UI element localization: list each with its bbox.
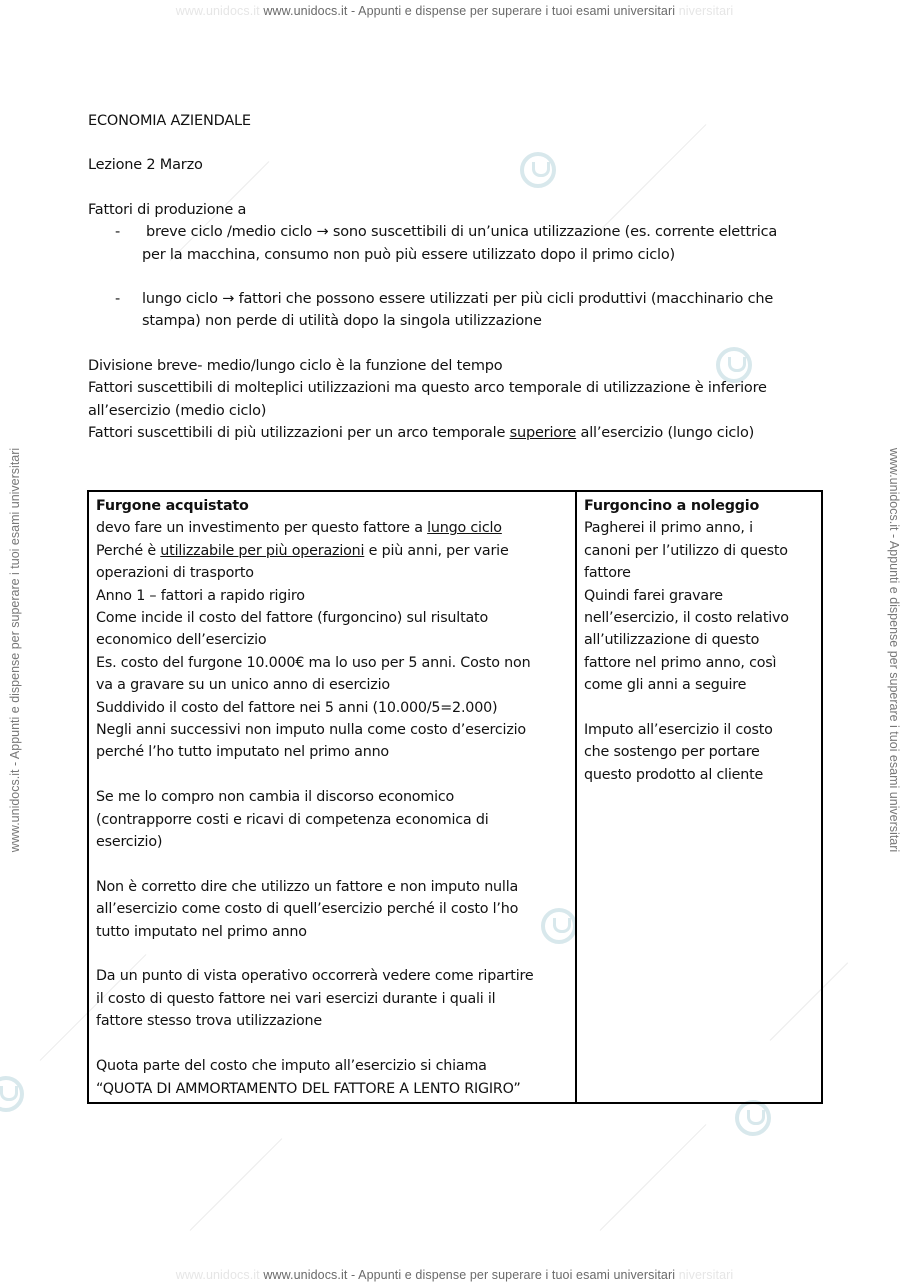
cell-line: esercizio) (96, 834, 163, 851)
cell-line: (contrapporre costi e ricavi di competenza economica di (96, 811, 489, 828)
document-body (88, 110, 818, 444)
cell-line: Da un punto di vista operativo occorrerà vedere come ripartire (96, 968, 534, 985)
cell-line: Es. costo del furgone 10.000€ ma lo uso per 5 anni. Costo non (96, 654, 531, 671)
watermark-header (0, 4, 909, 18)
table-cell-purchased-van (88, 491, 576, 1103)
bullet-dash: - (115, 224, 121, 241)
list-item (88, 221, 818, 266)
cell-heading: Furgoncino a noleggio (584, 498, 760, 514)
watermark-ghost-left: www.unidocs.it (175, 4, 260, 18)
cell-line: Se me lo compro non cambia il discorso economico (96, 789, 455, 806)
cell-heading: Furgone acquistato (96, 498, 249, 514)
list-item-text: stampa) non perde di utilità dopo la singola utilizzazione (142, 313, 542, 330)
table-cell-rented-van (576, 491, 822, 1103)
cell-line: Suddivido il costo del fattore nei 5 anni (10.000/5=2.000) (96, 699, 498, 716)
cell-line (96, 517, 569, 539)
cell-line: questo prodotto al cliente (584, 766, 764, 783)
list-item-text: per la macchina, consumo non può più essere utilizzato dopo il primo ciclo) (142, 246, 675, 263)
cell-line: nell’esercizio, il costo relativo (584, 610, 789, 627)
paragraph (88, 422, 818, 444)
watermark-footer (0, 1268, 909, 1282)
comparison-table (87, 490, 823, 1104)
cell-line: Quindi farei gravare (584, 587, 723, 604)
paragraph: Divisione breve- medio/lungo ciclo è la funzione del tempo (88, 357, 503, 374)
watermark-ghost-right: niversitari (678, 1268, 734, 1282)
cell-line: fattore nel primo anno, così (584, 654, 777, 671)
cell-line: fattore (584, 565, 631, 582)
cell-line: economico dell’esercizio (96, 632, 267, 649)
cell-line: canoni per l’utilizzo di questo (584, 542, 788, 559)
cell-line: Quota parte del costo che imputo all’esercizio si chiama (96, 1058, 487, 1075)
underlined-text: superiore (509, 425, 577, 442)
watermark-diagonal (600, 1124, 707, 1231)
intro-text: Fattori di produzione a (88, 201, 247, 218)
list-item-text: fattori che possono essere utilizzati per più cicli produttivi (macchinario che (238, 291, 774, 308)
cell-text: e più anni, per varie (368, 542, 509, 559)
cell-line: “QUOTA DI AMMORTAMENTO DEL FATTORE A LENTO RIGIRO” (96, 1080, 521, 1097)
watermark-side-right: www.unidocs.it - Appunti e dispense per superare i tuoi esami universitari (887, 447, 901, 853)
watermark-side-left: www.unidocs.it - Appunti e dispense per superare i tuoi esami universitari (8, 447, 22, 853)
cell-line: tutto imputato nel primo anno (96, 923, 307, 940)
underlined-text: lungo ciclo (427, 520, 502, 537)
cell-line: all’esercizio come costo di quell’esercizio perché il costo l’ho (96, 901, 519, 918)
cell-text: Perché è (96, 542, 156, 559)
document-title: ECONOMIA AZIENDALE (88, 113, 251, 129)
arrow-right-icon: → (316, 224, 329, 241)
cell-line: Pagherei il primo anno, i (584, 520, 753, 537)
list-item-text: sono suscettibili di un’unica utilizzazione (es. corrente elettrica (332, 224, 778, 241)
watermark-ghost-left: www.unidocs.it (175, 1268, 260, 1282)
bullet-dash: - (115, 291, 121, 308)
cell-line: perché l’ho tutto imputato nel primo anno (96, 744, 389, 761)
cell-text: devo fare un investimento per questo fattore a (96, 520, 423, 537)
cell-line: operazioni di trasporto (96, 565, 254, 582)
cell-line: come gli anni a seguire (584, 677, 747, 694)
paragraph-text: all’esercizio (lungo ciclo) (580, 425, 755, 442)
list-item-text: breve ciclo /medio ciclo (146, 224, 313, 241)
unidocs-logo-icon (735, 1100, 771, 1136)
cell-line: Negli anni successivi non imputo nulla come costo d’esercizio (96, 722, 526, 739)
cell-line: all’utilizzazione di questo (584, 632, 760, 649)
table-row (88, 491, 822, 1103)
paragraph: Fattori suscettibili di molteplici utilizzazioni ma questo arco temporale di utilizzazione è inferiore (88, 380, 767, 397)
watermark-footer-text: www.unidocs.it - Appunti e dispense per superare i tuoi esami universitari (263, 1268, 676, 1282)
cell-line: Non è corretto dire che utilizzo un fattore e non imputo nulla (96, 878, 519, 895)
cell-line (96, 540, 569, 562)
paragraph-text: Fattori suscettibili di più utilizzazioni per un arco temporale (88, 425, 506, 442)
watermark-header-text: www.unidocs.it - Appunti e dispense per superare i tuoi esami universitari (263, 4, 676, 18)
list-item-text: lungo ciclo (142, 291, 218, 308)
underlined-text: utilizzabile per più operazioni (160, 542, 365, 559)
arrow-right-icon: → (222, 291, 235, 308)
cell-line: Imputo all’esercizio il costo (584, 722, 773, 739)
paragraph: all’esercizio (medio ciclo) (88, 402, 267, 419)
cell-line: fattore stesso trova utilizzazione (96, 1013, 323, 1030)
unidocs-logo-icon (0, 1076, 24, 1112)
list-item (88, 288, 818, 333)
cell-line: il costo di questo fattore nei vari esercizi durante i quali il (96, 990, 496, 1007)
cell-line: che sostengo per portare (584, 744, 760, 761)
cell-line: Come incide il costo del fattore (furgoncino) sul risultato (96, 610, 488, 627)
cell-line: Anno 1 – fattori a rapido rigiro (96, 587, 305, 604)
watermark-diagonal (190, 1138, 283, 1231)
lesson-date: Lezione 2 Marzo (88, 157, 203, 174)
cell-line: va a gravare su un unico anno di esercizio (96, 677, 390, 694)
watermark-ghost-right: niversitari (678, 4, 734, 18)
